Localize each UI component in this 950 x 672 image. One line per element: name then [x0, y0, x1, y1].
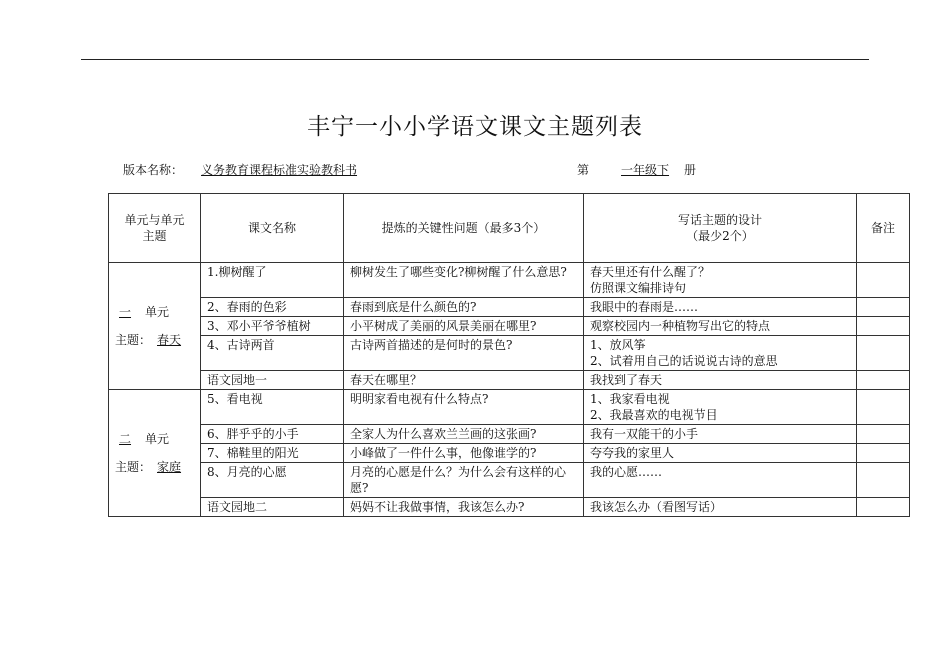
- table-row: [109, 317, 910, 336]
- writing-item: 夸夸我的家里人: [590, 446, 675, 460]
- question-cell: 妈妈不让我做事情，我该怎么办?: [344, 498, 584, 517]
- unit-suffix: 单元: [145, 305, 170, 319]
- writing-cell: [584, 425, 857, 444]
- unit-number: 二: [119, 432, 132, 446]
- lesson-cell: 2、春雨的色彩: [201, 298, 344, 317]
- question-cell: 小平树成了美丽的风景美丽在哪里?: [344, 317, 584, 336]
- table-row: [109, 444, 910, 463]
- lesson-cell: 5、看电视: [201, 390, 344, 425]
- question-cell: 春天在哪里？: [344, 371, 584, 390]
- lesson-cell: 4、古诗两首: [201, 336, 344, 371]
- unit-theme: 家庭: [157, 460, 182, 474]
- writing-item: 我有一双能干的小手: [590, 427, 699, 441]
- writing-item: 我该怎么办（看图写话）: [590, 500, 723, 514]
- table-row: [109, 336, 910, 371]
- writing-cell: [584, 390, 857, 425]
- table-row: [109, 463, 910, 498]
- writing-cell: [584, 498, 857, 517]
- writing-item: 我的心愿……: [590, 465, 663, 479]
- unit-number: 一: [119, 305, 132, 319]
- header-unit: 单元与单元 主题: [109, 194, 201, 263]
- lesson-cell: 1.柳树醒了: [201, 263, 344, 298]
- notes-cell: [857, 390, 910, 425]
- writing-cell: [584, 371, 857, 390]
- lesson-cell: 语文园地一: [201, 371, 344, 390]
- lesson-cell: 6、胖乎乎的小手: [201, 425, 344, 444]
- table-row: [109, 298, 910, 317]
- table-header-row: [109, 194, 910, 263]
- question-cell: 春雨到底是什么颜色的?: [344, 298, 584, 317]
- writing-cell: [584, 298, 857, 317]
- writing-item: 1、我家看电视: [590, 392, 670, 406]
- lesson-cell: 8、月亮的心愿: [201, 463, 344, 498]
- notes-cell: [857, 498, 910, 517]
- table-row: [109, 371, 910, 390]
- lesson-cell: 3、邓小平爷爷植树: [201, 317, 344, 336]
- notes-cell: [857, 298, 910, 317]
- header-questions: 提炼的关键性问题（最多3个）: [344, 194, 584, 263]
- question-cell: 小峰做了一件什么事，他像谁学的?: [344, 444, 584, 463]
- question-cell: 月亮的心愿是什么？为什么会有这样的心愿?: [344, 463, 584, 498]
- notes-cell: [857, 263, 910, 298]
- lesson-cell: 7、棉鞋里的阳光: [201, 444, 344, 463]
- writing-item: 春天里还有什么醒了？: [590, 265, 711, 279]
- question-cell: 柳树发生了哪些变化?柳树醒了什么意思?: [344, 263, 584, 298]
- writing-item: 观察校园内一种植物写出它的特点: [590, 319, 771, 333]
- theme-label: 主题：: [115, 333, 152, 347]
- header-writing: 写话主题的设计 （最少2个）: [584, 194, 857, 263]
- volume-suffix: 册: [684, 163, 697, 177]
- edition-label: 版本名称：: [123, 163, 184, 177]
- unit-cell: [109, 263, 201, 390]
- lesson-cell: 语文园地二: [201, 498, 344, 517]
- writing-item: 1、放风筝: [590, 338, 646, 352]
- writing-cell: [584, 263, 857, 298]
- writing-item: 2、试着用自己的话说说古诗的意思: [590, 354, 778, 368]
- header-rule: [81, 59, 869, 60]
- header-lesson: 课文名称: [201, 194, 344, 263]
- unit-cell: [109, 390, 201, 517]
- notes-cell: [857, 444, 910, 463]
- header-notes: 备注: [857, 194, 910, 263]
- volume-line: [577, 163, 696, 177]
- writing-item: 我眼中的春雨是……: [590, 300, 699, 314]
- notes-cell: [857, 463, 910, 498]
- writing-cell: [584, 317, 857, 336]
- table-row: [109, 263, 910, 298]
- notes-cell: [857, 371, 910, 390]
- writing-item: 我找到了春天: [590, 373, 663, 387]
- page-title: 丰宁一小小学语文课文主题列表: [307, 114, 643, 140]
- writing-cell: [584, 444, 857, 463]
- writing-cell: [584, 336, 857, 371]
- edition-value: 义务教育课程标准实验教科书: [201, 163, 358, 177]
- writing-item: 2、我最喜欢的电视节目: [590, 408, 718, 422]
- writing-cell: [584, 463, 857, 498]
- question-cell: 古诗两首描述的是何时的景色?: [344, 336, 584, 371]
- notes-cell: [857, 425, 910, 444]
- notes-cell: [857, 336, 910, 371]
- unit-theme: 春天: [157, 333, 182, 347]
- volume-value: 一年级下: [621, 163, 670, 177]
- unit-suffix: 单元: [145, 432, 170, 446]
- edition-line: [123, 163, 375, 177]
- question-cell: 全家人为什么喜欢兰兰画的这张画?: [344, 425, 584, 444]
- writing-item: 仿照课文编排诗句: [590, 281, 687, 295]
- table-row: [109, 498, 910, 517]
- question-cell: 明明家看电视有什么特点?: [344, 390, 584, 425]
- notes-cell: [857, 317, 910, 336]
- theme-table: [108, 193, 910, 517]
- table-row: [109, 390, 910, 425]
- theme-label: 主题：: [115, 460, 152, 474]
- volume-prefix: 第: [577, 163, 590, 177]
- table-row: [109, 425, 910, 444]
